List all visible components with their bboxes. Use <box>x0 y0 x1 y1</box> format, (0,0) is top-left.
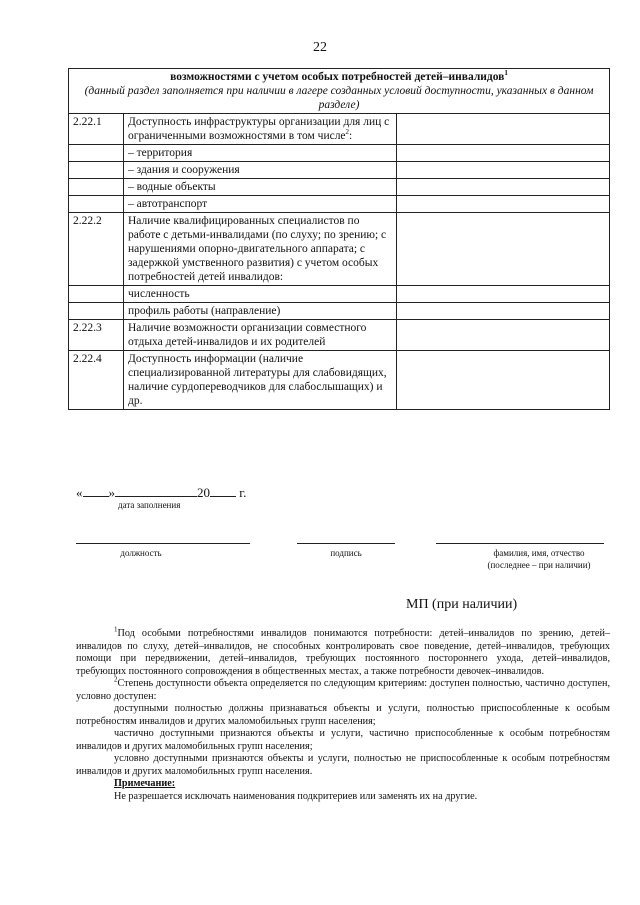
row-number: 2.22.1 <box>69 114 124 145</box>
table-row <box>69 114 610 145</box>
row-description: – здания и сооружения <box>124 162 397 179</box>
table-row <box>69 320 610 351</box>
row-value-cell[interactable] <box>397 351 610 410</box>
row-description: профиль работы (направление) <box>124 303 397 320</box>
date-year-blank[interactable] <box>210 484 236 497</box>
remark-title: Примечание: <box>114 778 176 789</box>
footnote-2: $^2$Степень доступности объекта определяется по следующим критериям: доступен полностью, частично доступен, условно доступен: <box>76 675 610 702</box>
row-description: – автотранспорт <box>124 196 397 213</box>
criterion-full: доступными полностью должны признаваться объекты и услуги, полностью приспособленные к особым потребностям инвалидов и других маломобильных групп населения; <box>76 703 610 727</box>
table-row <box>69 196 610 213</box>
footnote-1: $^1$Под особыми потребностями инвалидов понимаются потребности: детей–инвалидов по зрению, детей–инвалидов по слуху, детей–инвалидов, не способных контролировать свое поведение, детей–инвалидов, требующих помощи при передвижении, детей–инвалидов, требующих постоянного постороннего ухода, детей–инвалидов, требующих постоянного сопровождения в общественных местах, а также потребности девочек–инвалидов. <box>76 625 610 677</box>
row-value-cell[interactable] <box>397 303 610 320</box>
table-row <box>69 286 610 303</box>
position-line[interactable] <box>76 543 250 544</box>
row-description: Доступность информации (наличие специализированной литературы для слабовидящих, наличие сурдопереводчиков для слабослышащих) и др. <box>124 351 397 410</box>
row-value-cell[interactable] <box>397 114 610 145</box>
criterion-partial: частично доступными признаются объекты и услуги, частично приспособленные к особым потребностям инвалидов и других маломобильных групп населения; <box>76 728 610 752</box>
signature-line[interactable] <box>297 543 395 544</box>
date-field[interactable]: « » 20 г. <box>76 485 247 500</box>
row-description: Доступность инфраструктуры организации для лиц с ограниченными возможностями в том числе$^2$: <box>124 114 397 145</box>
signature-caption: подпись <box>330 548 362 558</box>
date-month-blank[interactable] <box>115 484 197 497</box>
full-name-caption: фамилия, имя, отчество (последнее – при наличии) <box>487 548 591 570</box>
row-description: численность <box>124 286 397 303</box>
row-value-cell[interactable] <box>397 162 610 179</box>
row-number: 2.22.3 <box>69 320 124 351</box>
table-row <box>69 179 610 196</box>
date-day-blank[interactable] <box>83 484 109 497</box>
table-header-row <box>69 69 610 114</box>
row-number <box>69 145 124 162</box>
section-note: (данный раздел заполняется при наличии в лагере созданных условий доступности, указанных в данном разделе) <box>84 85 594 111</box>
table-header <box>69 69 610 114</box>
row-number <box>69 196 124 213</box>
footnotes <box>76 625 610 803</box>
row-number <box>69 179 124 196</box>
row-value-cell[interactable] <box>397 145 610 162</box>
row-number: 2.22.4 <box>69 351 124 410</box>
row-description: – водные объекты <box>124 179 397 196</box>
row-number: 2.22.2 <box>69 213 124 286</box>
remark-text: Не разрешается исключать наименования подкритериев или заменять их на другие. <box>114 790 478 802</box>
row-number <box>69 303 124 320</box>
row-value-cell[interactable] <box>397 179 610 196</box>
date-caption: дата заполнения <box>118 500 181 510</box>
stamp-placeholder: МП (при наличии) <box>406 597 518 612</box>
page-number: 22 <box>313 40 327 55</box>
accessibility-table <box>68 68 610 410</box>
row-description: – территория <box>124 145 397 162</box>
row-value-cell[interactable] <box>397 320 610 351</box>
row-value-cell[interactable] <box>397 213 610 286</box>
row-description: Наличие квалифицированных специалистов по работе с детьми-инвалидами (по слуху; по зрению; с нарушениями опорно-двигательного аппарата; с задержкой умственного развития) с учетом особых потребностей детей инвалидов: <box>124 213 397 286</box>
table-row <box>69 351 610 410</box>
table-row <box>69 303 610 320</box>
position-caption: должность <box>120 548 162 558</box>
table-row <box>69 145 610 162</box>
section-title: возможностями с учетом особых потребностей детей–инвалидов$^1$ <box>170 69 508 83</box>
row-number <box>69 162 124 179</box>
table-row <box>69 213 610 286</box>
row-value-cell[interactable] <box>397 196 610 213</box>
row-description: Наличие возможности организации совместного отдыха детей-инвалидов и их родителей <box>124 320 397 351</box>
row-value-cell[interactable] <box>397 286 610 303</box>
row-number <box>69 286 124 303</box>
criterion-conditional: условно доступными признаются объекты и услуги, полностью не приспособленные к особым потребностям инвалидов и других маломобильных групп населения. <box>76 753 610 777</box>
table-row <box>69 162 610 179</box>
full-name-line[interactable] <box>436 543 604 544</box>
